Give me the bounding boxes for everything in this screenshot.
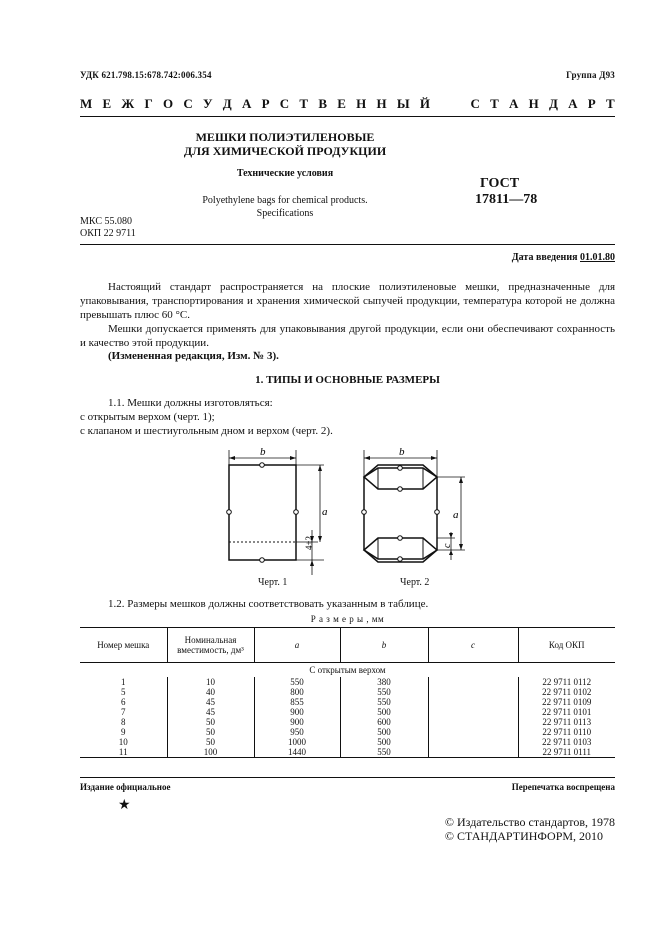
banner-letter: У	[203, 96, 213, 111]
col-header-okp: Код ОКП	[518, 628, 615, 663]
copyright-block	[445, 815, 615, 843]
table-cell: 22 9711 0103	[518, 737, 615, 747]
table-cell: 950	[254, 727, 340, 737]
document-title	[150, 130, 420, 158]
banner-letter: Т	[605, 96, 615, 111]
banner-letter: В	[318, 96, 327, 111]
table-cell	[428, 737, 518, 747]
table-row	[80, 697, 615, 707]
table-cell: 380	[340, 677, 428, 687]
table-cell	[428, 707, 518, 717]
table-cell: 8	[80, 717, 167, 727]
reprint-prohibited: Перепечатка воспрещена	[511, 782, 615, 792]
col-header-number: Номер мешка	[80, 628, 167, 663]
document-subtitle: Технические условия	[236, 168, 334, 179]
table-cell: 22 9711 0109	[518, 697, 615, 707]
fig2-label-b: b	[399, 446, 405, 458]
table-cell: 22 9711 0110	[518, 727, 615, 737]
banner-letter: Е	[102, 96, 112, 111]
table-cell	[428, 697, 518, 707]
figure-1-caption: Черт. 1	[258, 577, 288, 588]
amendment-note: (Измененная редакция, Изм. № 3).	[108, 350, 279, 362]
group-label: С открытым верхом	[80, 663, 615, 678]
copyright-line-2: © СТАНДАРТИНФОРМ, 2010	[444, 829, 604, 843]
table-cell: 7	[80, 707, 167, 717]
star-icon: ★	[118, 798, 131, 813]
table-cell: 22 9711 0102	[518, 687, 615, 697]
table-cell: 40	[167, 687, 254, 697]
table-cell: 22 9711 0113	[518, 717, 615, 727]
table-cell: 22 9711 0112	[518, 677, 615, 687]
table-cell	[428, 717, 518, 727]
figure-2-caption: Черт. 2	[400, 577, 430, 588]
table-cell: 45	[167, 707, 254, 717]
figure-1-diagram	[220, 440, 340, 590]
table-row	[80, 747, 615, 758]
interstate-standard-banner	[80, 96, 615, 112]
table-cell	[428, 687, 518, 697]
banner-letter: Й	[419, 96, 430, 111]
table-row	[80, 687, 615, 697]
section-heading: 1. ТИПЫ И ОСНОВНЫЕ РАЗМЕРЫ	[255, 374, 440, 386]
okp-code: ОКП 22 9711	[80, 228, 136, 239]
banner-letter: А	[241, 96, 252, 111]
banner-letter: С	[470, 96, 480, 111]
english-title-line-1: Polyethylene bags for chemical products.	[202, 195, 368, 206]
clause-1-1-item-2: с клапаном и шестиугольным дном и верхом (черт. 2).	[80, 425, 333, 437]
banner-letter: Ы	[396, 96, 410, 111]
banner-letter: Д	[222, 96, 232, 111]
title-line-2: ДЛЯ ХИМИЧЕСКОЙ ПРОДУКЦИИ	[183, 144, 387, 158]
table-cell: 1000	[254, 737, 340, 747]
table-row	[80, 707, 615, 717]
introduction-date	[512, 252, 615, 263]
table-cell	[428, 677, 518, 687]
table-cell: 600	[340, 717, 428, 727]
table-cell: 6	[80, 697, 167, 707]
udk-code: УДК 621.798.15:678.742:006.354	[80, 70, 212, 80]
banner-letter: С	[183, 96, 193, 111]
table-cell: 550	[340, 747, 428, 758]
dimensions-table	[80, 627, 615, 758]
banner-letter: Р	[261, 96, 270, 111]
banner-letter: Н	[356, 96, 367, 111]
table-cell: 1	[80, 677, 167, 687]
banner-letter: Т	[490, 96, 499, 111]
table-cell: 500	[340, 737, 428, 747]
table-cell	[428, 727, 518, 737]
table-cell	[428, 747, 518, 758]
col-header-a: a	[254, 628, 340, 663]
banner-letter: Е	[337, 96, 346, 111]
group-code: Группа Д93	[566, 70, 615, 80]
mks-code: МКС 55.080	[80, 216, 132, 227]
table-cell: 1440	[254, 747, 340, 758]
gost-label: ГОСТ	[480, 176, 520, 191]
hex-bag-outline	[364, 465, 437, 562]
footer-rule	[80, 777, 615, 778]
table-cell: 9	[80, 727, 167, 737]
table-cell: 500	[340, 727, 428, 737]
title-line-1: МЕШКИ ПОЛИЭТИЛЕНОВЫЕ	[195, 130, 375, 144]
table-cell: 100	[167, 747, 254, 758]
english-title	[150, 194, 420, 220]
table-cell: 550	[254, 677, 340, 687]
table-cell: 550	[340, 697, 428, 707]
col-header-capacity: Номинальная вместимость, дм³	[167, 628, 254, 663]
table-row	[80, 677, 615, 687]
gost-number: 17811—78	[475, 192, 538, 207]
table-cell: 22 9711 0101	[518, 707, 615, 717]
table-cell: 800	[254, 687, 340, 697]
table-cell: 900	[254, 717, 340, 727]
col-header-c: c	[428, 628, 518, 663]
clause-1-1: 1.1. Мешки должны изготовляться:	[108, 397, 273, 409]
table-cell: 22 9711 0111	[518, 747, 615, 758]
title-rule	[80, 244, 615, 245]
table-row	[80, 737, 615, 747]
col-header-b: b	[340, 628, 428, 663]
date-label: Дата введения	[511, 252, 578, 263]
banner-letter: О	[163, 96, 174, 111]
paragraph-usage: Мешки допускается применять для упаковывания другой продукции, если они обеспечивают сохранность и качество этой продукции.	[80, 323, 615, 349]
banner-letter: С	[279, 96, 290, 111]
table-cell: 50	[167, 717, 254, 727]
table-cell: 45	[167, 697, 254, 707]
table-row	[80, 717, 615, 727]
table-header-row	[80, 628, 615, 663]
bag-outline	[229, 465, 296, 560]
clause-1-2: 1.2. Размеры мешков должны соответствовать указанным в таблице.	[108, 598, 429, 610]
banner-letter: А	[508, 96, 519, 111]
banner-letter: Г	[144, 96, 153, 111]
fig1-label-a: a	[322, 506, 328, 518]
banner-letter: Д	[548, 96, 558, 111]
date-value: 01.01.80	[580, 252, 615, 263]
banner-letter	[440, 96, 460, 112]
clause-1-1-item-1: с открытым верхом (черт. 1);	[80, 411, 215, 423]
table-cell: 500	[340, 707, 428, 717]
banner-letter: Ж	[121, 96, 135, 111]
fig2-label-a: a	[453, 509, 459, 521]
table-cell: 855	[254, 697, 340, 707]
banner-letter: Н	[376, 96, 387, 111]
fig2-label-c: c	[442, 543, 453, 548]
table-cell: 50	[167, 737, 254, 747]
table-cell: 550	[340, 687, 428, 697]
table-cell: 5	[80, 687, 167, 697]
banner-letter: М	[80, 96, 93, 111]
table-cell: 50	[167, 727, 254, 737]
table-row	[80, 727, 615, 737]
table-cell: 11	[80, 747, 167, 758]
header-rule	[80, 116, 615, 117]
copyright-line-1: © Издательство стандартов, 1978	[444, 815, 615, 829]
figure-2-diagram	[355, 440, 475, 590]
table-cell: 900	[254, 707, 340, 717]
table-group-row	[80, 663, 615, 678]
official-edition: Издание официальное	[80, 782, 171, 792]
classification-codes	[80, 216, 136, 240]
fig1-label-b: b	[260, 446, 266, 458]
banner-letter: Т	[299, 96, 309, 111]
table-caption: Р а з м е р ы , мм	[310, 614, 385, 624]
paragraph-scope: Настоящий стандарт распространяется на плоские полиэтиленовые мешки, предназначенные для упаковывания, транспортирования и хранения химической сыпучей продукции, температура которой не должна превышать плюс 60 °С.	[80, 281, 615, 321]
banner-letter: Н	[528, 96, 539, 111]
banner-letter: А	[568, 96, 578, 111]
fig1-label-tolerance: 4±2	[304, 536, 314, 550]
table-cell: 10	[80, 737, 167, 747]
english-title-line-2: Specifications	[256, 208, 314, 219]
banner-letter: Р	[587, 96, 596, 111]
table-cell: 10	[167, 677, 254, 687]
